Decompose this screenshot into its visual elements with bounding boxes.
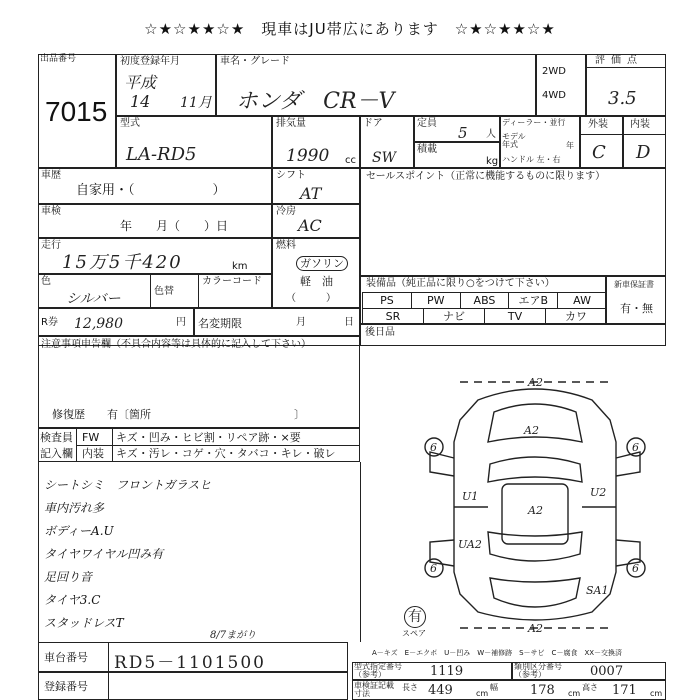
capacity-value: 5 <box>458 124 468 142</box>
dims-width-unit: cm <box>568 689 581 698</box>
handwritten-note: シートシミ フロントガラスヒ <box>44 478 212 492</box>
interior-label: 内装 <box>630 119 650 130</box>
sales-point-label: セールスポイント（正常に機能するものに限ります） <box>366 171 606 182</box>
handwritten-note: 車内汚れ多 <box>44 501 105 515</box>
exterior-label: 外装 <box>588 119 608 130</box>
page-banner: ☆★☆★★☆★ 現車はJU帯広にあります ☆★☆★★☆★ <box>144 20 556 38</box>
name-change-label: 名変期限 <box>198 317 242 330</box>
inspector-in-items: キズ・汚レ・コゲ・穴・タバコ・キレ・破レ <box>116 447 336 460</box>
warranty-value: 有・無 <box>620 302 653 315</box>
first-reg-era: 平成 <box>124 73 157 92</box>
equipment-item-row1-4: AW <box>557 292 606 308</box>
type-num-value: 1119 <box>430 664 464 679</box>
mileage-value: 15万5千420 <box>62 252 183 273</box>
mark-top-a: A2 <box>528 376 543 389</box>
back-seat-label: 後日品 <box>365 327 395 338</box>
dims-length-label: 長さ <box>402 683 418 692</box>
inspector-fw-items: キズ・凹み・ヒビ割・リペア跡・×要 <box>116 431 301 444</box>
shift-value: AT <box>300 184 322 203</box>
equipment-item-row1-1: PW <box>411 292 460 308</box>
mark-bottom-a: A2 <box>528 622 543 634</box>
mark-hood: A2 <box>524 424 539 437</box>
inspector-label-2: 記入欄 <box>40 447 73 460</box>
dims-height-label: 高さ <box>582 683 598 692</box>
handwritten-note: スタッドレスT <box>44 616 124 630</box>
drive-2wd: 2WD <box>542 66 566 77</box>
color-label: 色 <box>41 276 51 287</box>
equipment-item-row1-2: ABS <box>460 292 509 308</box>
mark-left-rear: UA2 <box>458 538 482 551</box>
handle-label: ハンドル 左・右 <box>502 155 561 164</box>
dims-height-unit: cm <box>650 689 663 698</box>
inspector-in: 内装 <box>82 447 104 460</box>
first-reg-year: 14 <box>130 92 151 111</box>
equipment-row-1 <box>362 292 606 308</box>
equipment-label: 装備品（純正品に限り○をつけて下さい） <box>366 278 555 289</box>
lot-number: 7015 <box>45 96 108 127</box>
mileage-label: 走行 <box>41 240 61 251</box>
chassis-value: RD5－1101500 <box>114 653 266 673</box>
car-name-label: 車名・グレード <box>220 56 290 67</box>
inspector-fw: FW <box>82 431 100 444</box>
door-label: ドア <box>363 118 383 129</box>
dims-width-label: 幅 <box>490 683 498 692</box>
chassis-label: 車台番号 <box>44 651 88 664</box>
drive-box <box>536 54 586 116</box>
dims-height: 171 <box>612 683 637 698</box>
displacement-label: 排気量 <box>276 118 306 129</box>
class-num-label: 類別区分番号（参考） <box>514 662 562 679</box>
class-num-value: 0007 <box>590 664 624 679</box>
interior-value: D <box>636 142 651 163</box>
ac-label: 冷房 <box>276 206 296 217</box>
history-value: 自家用・（ ） <box>76 183 226 198</box>
handwritten-note: 足回り音 <box>44 570 93 584</box>
handwritten-note: タイヤ3.C <box>44 593 101 607</box>
color-code: カラーコード <box>202 276 262 287</box>
name-change-day: 日 <box>344 317 354 328</box>
exterior-value: C <box>592 142 606 163</box>
first-reg-month: 11月 <box>180 95 212 111</box>
shift-label: シフト <box>276 170 306 181</box>
handwritten-notes <box>44 474 344 635</box>
mark-right-door: U2 <box>590 486 607 499</box>
color-repaint: 色替 <box>154 286 174 297</box>
spare-tire-mark: 有 <box>404 606 426 628</box>
score-value: 3.5 <box>608 88 637 109</box>
fuel-gasoline: ガソリン <box>296 256 348 271</box>
fuel-label: 燃料 <box>276 240 296 251</box>
recycle-unit: 円 <box>176 317 186 328</box>
model-label: 型式 <box>120 118 140 129</box>
registration-label: 登録番号 <box>44 680 88 693</box>
fuel-diesel: 軽 油 <box>300 275 333 288</box>
color-value: シルバー <box>66 291 121 307</box>
warranty-label: 新車保証書 <box>614 280 654 289</box>
model-year-label: モデル年式 <box>502 132 526 149</box>
model-year-unit: 年 <box>566 141 574 150</box>
door-value: SW <box>372 150 396 166</box>
damage-diagram <box>410 372 660 634</box>
dims-length: 449 <box>428 683 453 698</box>
tyre-note: 8/7まがり <box>210 630 257 641</box>
sales-point-box <box>360 168 666 276</box>
damage-legend: A－キズ E－エクボ U－凹み W－補修跡 S－サビ C－腐食 XX－交換済 <box>372 649 623 657</box>
mileage-unit: km <box>232 261 248 272</box>
inspection-value: 年 月（ ）日 <box>120 219 229 233</box>
back-seat-box <box>360 324 666 346</box>
mark-rear-corner: SA1 <box>586 584 609 597</box>
equipment-item-row1-3: エアB <box>508 292 557 308</box>
ac-value: AC <box>298 216 322 235</box>
capacity-unit: 人 <box>486 129 496 140</box>
dims-width: 178 <box>530 683 555 698</box>
dims-length-unit: cm <box>476 689 489 698</box>
loading-unit: kg <box>486 156 499 167</box>
equipment-item-row1-0: PS <box>362 292 411 308</box>
mark-front-right: 6 <box>632 441 639 454</box>
capacity-label: 定員 <box>417 118 437 129</box>
mark-rear-right: 6 <box>632 562 639 575</box>
recycle-value: 12,980 <box>74 316 123 332</box>
equipment-item-row2-3: カワ <box>545 308 606 324</box>
notes-label: 注意事項申告欄（不具合内容等は具体的に記入して下さい） <box>41 339 311 350</box>
fuel-other: （ ） <box>286 293 336 304</box>
mark-rear-left: 6 <box>430 562 437 575</box>
notes-repair: 修復歴 有〔箇所 〕 <box>52 408 305 421</box>
equipment-item-row2-2: TV <box>484 308 545 324</box>
mark-left-door: U1 <box>462 490 479 503</box>
dealer-label: ディーラー・並行 <box>502 118 566 127</box>
recycle-label: R券 <box>41 317 58 328</box>
equipment-item-row2-1: ナビ <box>423 308 484 324</box>
handwritten-note: ボディーA.U <box>44 524 114 538</box>
equipment-item-row2-0: SR <box>362 308 423 324</box>
lot-label: 出品番号 <box>40 54 77 64</box>
model-value: LA-RD5 <box>126 144 197 165</box>
drive-4wd: 4WD <box>542 90 566 101</box>
dims-label: 車検証記載寸法 <box>354 681 394 698</box>
spare-tire-label: スペア <box>402 629 426 638</box>
displacement-value: 1990 <box>286 146 330 166</box>
history-label: 車歴 <box>41 170 61 181</box>
mark-front-left: 6 <box>430 441 437 454</box>
score-label: 評価点 <box>595 55 643 66</box>
name-change-month: 月 <box>296 317 306 328</box>
loading-label: 積載 <box>417 144 437 155</box>
car-name-value: ホンダ CR－V <box>236 89 395 114</box>
inspection-label: 車検 <box>41 206 61 217</box>
handwritten-note: タイヤワイヤル凹み有 <box>44 547 164 561</box>
inspector-label-1: 検査員 <box>40 431 73 444</box>
mark-center: A2 <box>528 504 543 517</box>
equipment-row-2 <box>362 308 606 324</box>
displacement-unit: cc <box>345 155 356 166</box>
first-reg-label: 初度登録年月 <box>120 56 180 67</box>
type-num-label: 型式指定番号（参考） <box>354 662 402 679</box>
